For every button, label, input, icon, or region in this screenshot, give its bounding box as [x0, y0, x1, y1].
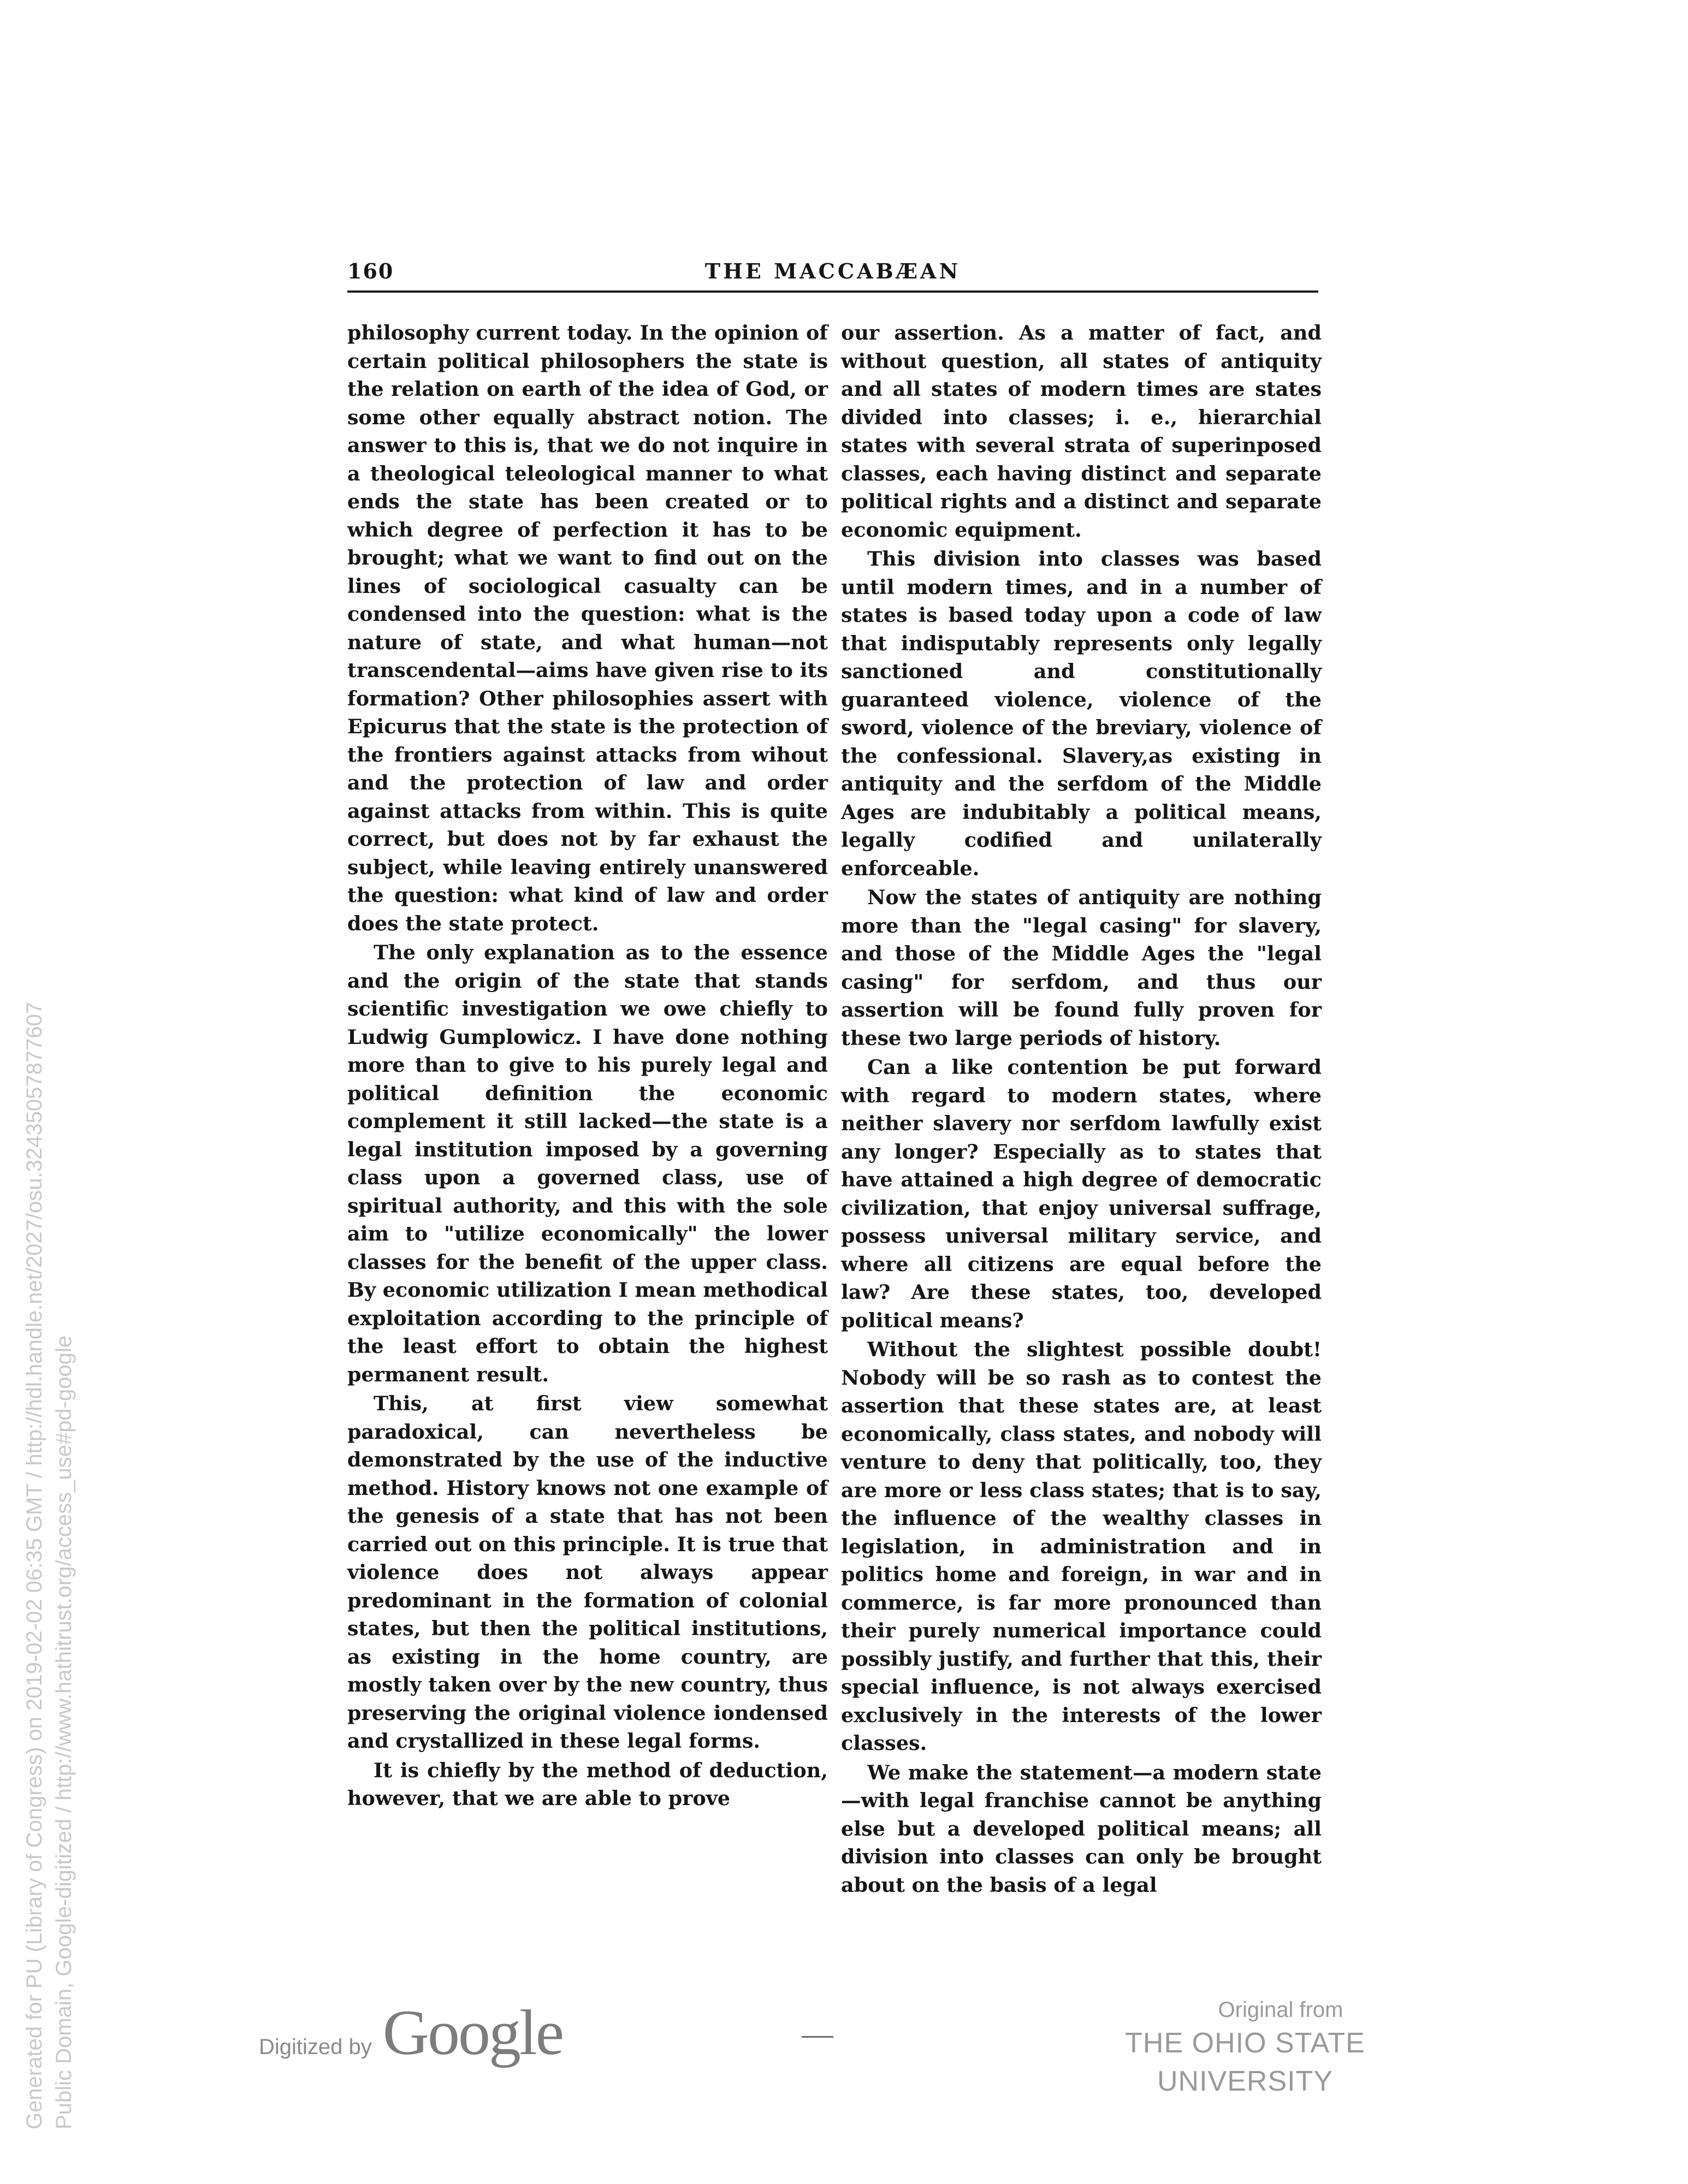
running-title: THE MACCABÆAN	[704, 259, 961, 283]
paragraph: philosophy current today. In the opinion of certain political philosophers the state is the relation on earth of the idea of God, or some other equally abstract notion. The answer to this is, that we do not inquire in a theological teleological manner to what ends the state has been created or to which degree of perfection it has to be brought; what we want to find out on the lines of sociological casualty can be condensed into the question: what is the nature of state, and what human—not transcendental—aims have given rise to its formation? Other philosophies assert with Epicurus that the state is the protection of the frontiers against attacks from wihout and the protection of law and order against attacks from within. This is quite correct, but does not by far exhaust the subject, while leaving entirely unanswered the question: what kind of law and order does the state protect.	[347, 321, 828, 935]
paragraph: Now the states of antiquity are nothing more than the "legal casing" for slavery, and those of the Middle Ages the "legal casing" for serfdom, and thus our assertion will be found fully proven for these two large periods of history.	[841, 886, 1322, 1050]
side-watermark	[20, 764, 79, 2129]
paragraph: This division into classes was based until modern times, and in a number of states is based today upon a code of law that indisputably represents only legally sanctioned and constitutionally guaranteed violence, violence of the sword, violence of the breviary, violence of the confessional. Slavery,as existing in antiquity and the serfdom of the Middle Ages are indubitably a political means, legally codified and unilaterally enforceable.	[841, 547, 1322, 880]
watermark-line: Public Domain, Google-digitized / http://www.hathitrust.org/access_use#pd-google	[52, 1335, 76, 2129]
original-from-label: Original from	[1218, 1998, 1343, 2022]
paragraph: our assertion. As a matter of fact, and without question, all states of antiquity and all states of modern times are states divided into classes; i. e., hierarchial states with several strata of superinposed classes, each having distinct and separate political rights and a distinct and separate economic equipment.	[841, 321, 1322, 542]
left-column	[347, 319, 828, 1814]
paragraph: It is chiefly by the method of deduction, however, that we are able to prove	[347, 1758, 828, 1810]
paragraph: We make the statement—a modern state—with legal franchise cannot be anything else but a developed political means; all division into classes can only be brought about on the basis of a legal	[841, 1760, 1322, 1897]
paragraph: Can a like contention be put forward with regard to modern states, where neither slavery nor serfdom lawfully exist any longer? Especially as to states that have attained a high degree of democratic civilization, that enjoy universal suffrage, possess universal military service, and where all citizens are equal before the law? Are these states, too, developed political means?	[841, 1055, 1322, 1332]
google-logo: Google	[382, 1997, 563, 2068]
university-name: THE OHIO STATE UNIVERSITY	[1125, 2027, 1365, 2097]
watermark-line: Generated for PU (Library of Congress) on 2019-02-02 06:35 GMT / http://hdl.handle.net/2027/osu.32435057877607	[22, 1001, 46, 2129]
footer-dash	[802, 2036, 833, 2038]
page-header	[347, 259, 1318, 292]
paragraph: The only explanation as to the essence and the origin of the state that stands scientific investigation we owe chiefly to Ludwig Gumplowicz. I have done nothing more than to give to his purely legal and political definition the economic complement it still lacked—the state is a legal institution imposed by a governing class upon a governed class, use of spiritual authority, and this with the sole aim to "utilize economically" the lower classes for the benefit of the upper class. By economic utilization I mean methodical exploitation according to the principle of the least effort to obtain the highest permanent result.	[347, 941, 828, 1386]
paragraph: Without the slightest possible doubt! Nobody will be so rash as to contest the assertion that these states are, at least economically, class states, and nobody will venture to deny that politically, too, they are more or less class states; that is to say, the influence of the wealthy classes in legislation, in administration and in politics home and foreign, in war and in commerce, is far more pronounced than their purely numerical importance could possibly justify, and further that this, their special influence, is not always exercised exclusively in the interests of the lower classes.	[841, 1338, 1322, 1755]
right-column	[841, 319, 1322, 1900]
header-rule	[347, 290, 1318, 293]
original-source-mark	[1038, 1996, 1453, 2100]
page-number: 160	[347, 259, 394, 283]
digitized-by-google-mark	[259, 1996, 563, 2068]
paragraph: This, at first view somewhat paradoxical, can nevertheless be demonstrated by the use of the inductive method. History knows not one example of the genesis of a state that has not been carried out on this principle. It is true that violence does not always appear predominant in the formation of colonial states, but then the political institutions, as existing in the home country, are mostly taken over by the new country, thus preserving the original violence iondensed and crystallized in these legal forms.	[347, 1392, 828, 1753]
digitized-by-label: Digitized by	[259, 2035, 372, 2059]
